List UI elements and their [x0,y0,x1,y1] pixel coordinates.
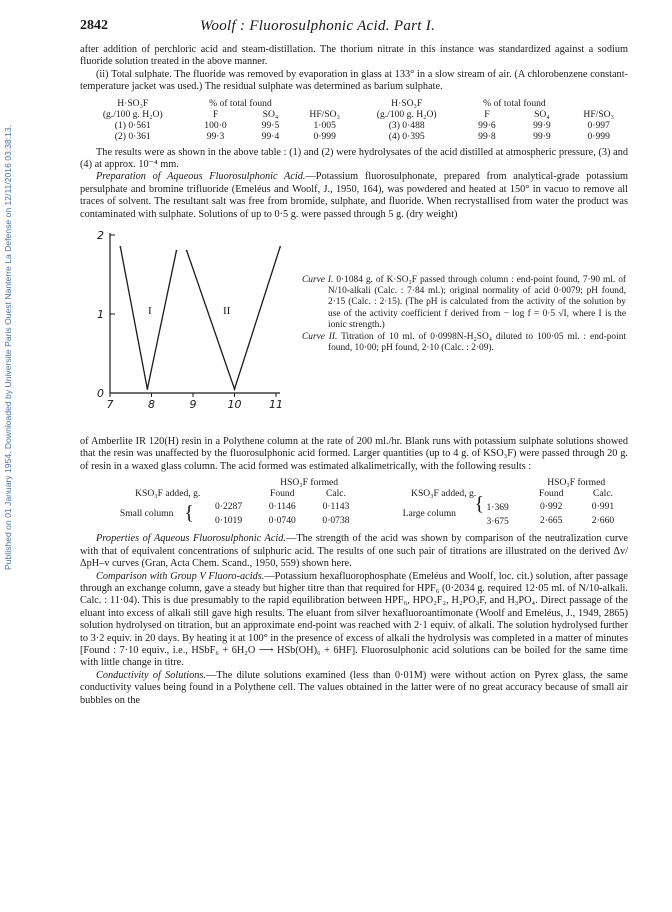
titration-chart [80,225,300,430]
section-heading: Preparation of Aqueous Fluorosulphonic Acid. [96,171,306,183]
table-cell: % of total found [483,97,546,109]
section-heading: Comparison with Group V Fluoro-acids. [96,570,265,582]
table-row [80,499,628,513]
table-cell: 100·0 [204,119,227,131]
paragraph-7-body: —Potassium hexafluorophosphate (Emeléus and Woolf, loc. cit.) solution, after passage through an exchange column, gave a steady but higher titre than that required for HPF₆ (0·2034 g. required 12·05 ml. of N/10-alkali. Calc. : 11·04). This is due presumably to the rapid equilibration between HPF₆, HPO₂F₂, H₂PO₃F, and H₃PO₄. Direct passage of the eluant into excess of alkali still gave high results. The eluant from silver hexafluoroantimonate (Woolf and Emeléus, J., 1949, 2865) solution hydrolysed on titration, but an approximate end-point was reached with 2·1 equiv. of alkali. The solution hydrolysed further to 3·2 equiv. in 20 days. By heating it at 100° in the presence of excess of alkali the hydrolysis was completed in a matter of minutes [Found : 7·10 equiv., i.e., HSbF₆ + 6H₂O ⟶ HSb(OH)₆ + 6HF]. Fluorosulphonic acid solutions can be boiled for the same time with little change in titre. [80,570,628,669]
brace: { [184,501,194,524]
page-number: 2842 [80,18,108,33]
table-cell: 0·0740 [268,514,296,526]
table-cell: 99·6 [478,119,496,131]
table-cell: SO₄ [262,108,279,120]
paragraph-6 [80,533,628,570]
table-cell: % of total found [209,97,272,109]
series-line-II [187,247,280,389]
data-point [234,388,236,390]
table-row [80,131,628,142]
y-tick-label: 2 [97,229,104,243]
table-cell: 99·5 [261,119,280,131]
table-cell: 0·992 [539,500,563,512]
table-cell: 1·005 [313,119,336,131]
table-cell: Calc. [325,488,346,500]
x-tick-label: 11 [269,398,283,412]
running-head [80,20,628,44]
titration-figure [80,225,628,430]
table-cell: 0·997 [587,119,610,131]
running-title: Woolf : Fluorosulphonic Acid. Part I. [200,18,436,34]
table-cell: Found [538,488,564,500]
series-label: II [222,305,231,318]
page [80,20,628,707]
paragraph-5: of Amberlite IR 120(H) resin in a Polythene column at the rate of 200 ml./hr. Blank runs with potassium sulphate solutions showed that the resin was unaffected by the fluorosulphonic acid formed. Larger quantities (up to 4 g. of KSO₃F) were passed through 20 g. of resin in a waxed glass column. The acid formed was estimated alkalimetrically, with the following results : [80,436,628,472]
table-cell: HF/SO₃ [583,108,614,120]
table-cell: 0·1143 [322,500,350,512]
table-cell: 99·4 [261,130,280,142]
table-cell: 0·991 [591,500,615,512]
paragraph-4 [80,171,628,221]
paragraph-2: (ii) Total sulphate. The fluoride was removed by evaporation in glass at 133° in a slow stream of air. (A chlorobenzene constant-temperature jacket was used.) The residual sulphate was determined as barium sulphate. [80,68,628,93]
table-cell: Calc. [593,488,613,500]
paragraph-1: after addition of perchloric acid and steam-distillation. The thorium nitrate in this instance was standardized against a sodium fluoride solution treated in the above manner. [80,44,628,68]
section-heading: Conductivity of Solutions. [96,669,206,681]
table-cell: 0·999 [587,130,610,142]
table-cell [459,513,524,527]
table-cell: H·SO₃F [117,97,149,109]
series-line-I [120,247,176,389]
paragraph-3: The results were as shown in the above table : (1) and (2) were hydrolysates of the acid distilled at atmospheric pressure, (3) and (4) at approx. 10⁻⁴ mm. [80,146,628,171]
table-value: 3·675 [486,516,509,528]
table-cell: Large column [402,507,456,519]
series-layer [119,246,281,390]
table-header-row [80,477,628,488]
table-value: 1·369 [486,502,509,514]
table-cell: 0·1019 [214,514,243,526]
table-cell: (4) 0·395 [388,130,425,142]
table-cell: (2) 0·361 [114,130,151,142]
table-header-row [80,98,628,109]
table-cell: 0·2287 [214,500,243,512]
series-label: I [148,305,152,318]
paragraph-8 [80,670,628,707]
table-header-row [80,109,628,120]
table-cell: 0·0738 [322,514,350,526]
table-cell: KSO₃F added, g. [135,488,201,500]
table-cell: 99·9 [533,130,551,142]
table-cell [459,493,524,516]
x-tick-label: 8 [148,398,155,412]
table-cell: H·SO₃F [391,97,423,109]
figure-caption [302,275,626,354]
results-table [80,477,628,527]
data-point [176,250,178,252]
x-ticks [107,393,284,411]
caption-label: Curve I. [302,275,334,286]
section-heading: Properties of Aqueous Fluorosulphonic Acid. [96,533,287,545]
paragraph-6-body: —The strength of the acid was shown by comparison of the neutralization curve with that of equivalent concentrations of sulphuric acid. The results of one such pair of titrations are illustrated on the derived Δv/ΔpH–v curves (Gran, Acta Chem. Scand., 1950, 559) shown here. [80,533,628,570]
table-row [80,120,628,131]
table-cell: HSO₃F formed [280,477,339,489]
y-tick-label: 0 [97,387,104,401]
data-point [186,250,188,252]
table-cell: (g./100 g. H₂O) [376,108,437,120]
table-cell: 99·9 [533,119,551,131]
caption-curve-1 [302,275,626,331]
y-ticks [97,229,115,400]
table-cell: 2·660 [591,514,615,526]
table-cell: Small column [119,507,174,519]
table-cell: 2·665 [539,514,563,526]
x-tick-label: 7 [106,398,114,412]
table-cell: F [484,108,490,120]
x-tick-label: 9 [189,398,197,412]
paragraph-4-body: —Potassium fluorosulphonate, prepared from analytical-grade potassium persulphate and bromine trifluoride (Emeléus and Woolf, J., 1950, 164), was powdered and heated at 150° in vacuo to remove all traces of solvent. The resultant salt was free from bromide, sulphate, and fluoride. When recrystallised from water the product was contaminated with sulphate. Solutions of up to 0·5 g. were passed through 5 g. (dry weight) [80,171,629,220]
y-tick-label: 1 [97,308,104,322]
table-header-row [80,488,628,499]
table-cell: HF/SO₃ [309,108,340,120]
x-tick-label: 10 [227,398,242,412]
table-cell: HSO₃F formed [547,477,606,489]
table-cell: KSO₃F added, g. [411,488,477,500]
table-cell: SO₄ [534,108,550,120]
table-cell: 99·8 [478,130,496,142]
data-point [119,246,121,248]
table-cell: 99·3 [206,130,225,142]
table-cell: (3) 0·488 [388,119,425,131]
data-point [146,388,148,390]
caption-text: 0·1084 g. of K·SO₃F passed through column : end-point found, 7·90 ml. of N/10-alkali (Calc. : 7·84 ml.); original normality of acid 0·0079; pH found, 2·15 (Calc. : 2·15). (The pH is calculated from the activity of the solution by use of the activity coefficient f derived from − log f = 0·5 √I, where I is the ionic strength.) [328,275,627,330]
hydrolysis-table [80,98,628,142]
brace: { [474,493,485,516]
table-cell: 0·999 [313,130,336,142]
table-cell: F [212,108,219,120]
caption-label: Curve II. [302,332,338,343]
paragraph-8-body: —The dilute solutions examined (less than 0·01M) were without action on Pyrex glass, the same conductivity values being found in a Polythene cell. The values obtained in the latter were of no great accuracy because of small air bubbles on the [80,669,628,706]
table-cell: 0·1146 [268,500,296,512]
caption-curve-2 [302,332,626,354]
data-point [279,246,281,248]
paragraph-7 [80,571,628,670]
download-note [0,0,22,912]
table-cell: Found [270,488,295,500]
table-cell: (g./100 g. H₂O) [102,108,163,120]
download-note-text: Published on 01 January 1954. Downloaded by Universite Paris Ouest Nanterre La Defense on 12/11/2016 03:38:13. [3,124,13,570]
table-cell: (1) 0·561 [114,119,151,131]
caption-text: Titration of 10 ml. of 0·0998N-H₂SO₄ diluted to 100·05 ml. : end-point found, 10·00; pH found, 2·10 (Calc. : 2·09). [328,332,626,354]
